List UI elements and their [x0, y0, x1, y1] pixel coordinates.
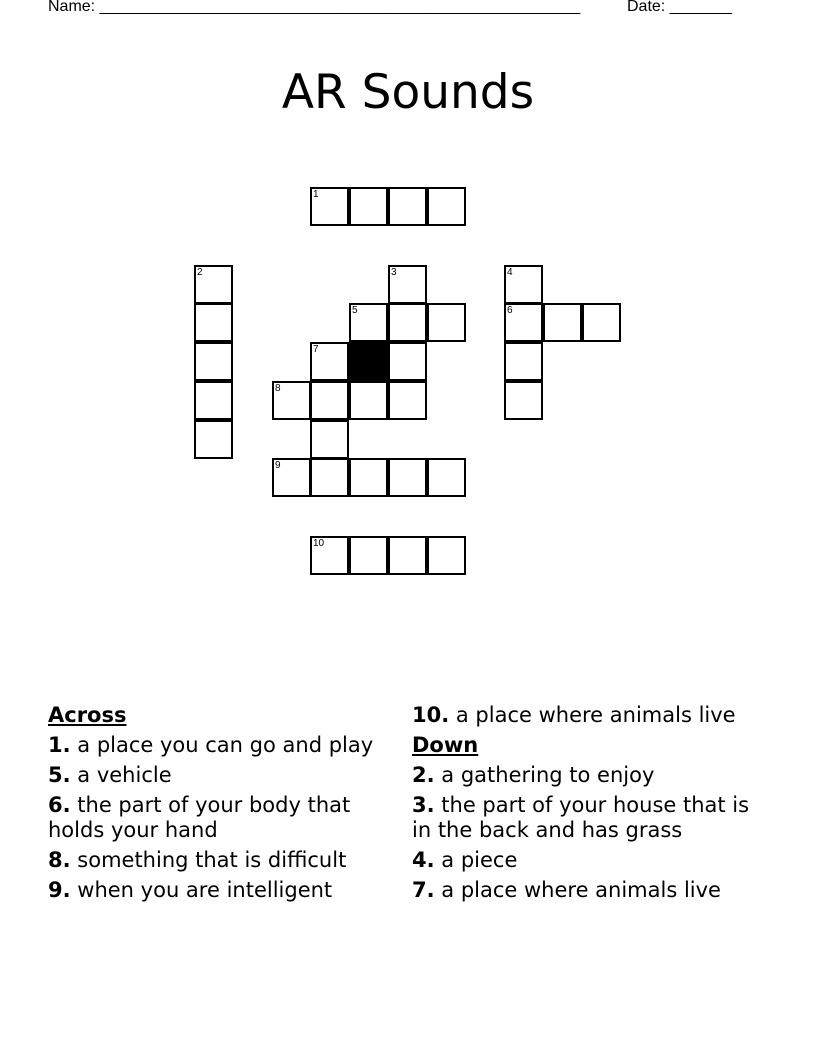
- crossword-cell[interactable]: [427, 303, 466, 342]
- crossword-cell[interactable]: [194, 303, 233, 342]
- clue-text: a place where animals live: [455, 703, 736, 727]
- clue-text: a gathering to enjoy: [441, 763, 655, 787]
- clue-number: 2.: [412, 763, 435, 787]
- clue-text: something that is difficult: [77, 847, 347, 872]
- date-field: Date: _______: [627, 0, 732, 15]
- crossword-cell[interactable]: [504, 342, 543, 381]
- across-heading: Across: [48, 703, 127, 727]
- crossword-cell[interactable]: [194, 265, 233, 304]
- crossword-cell[interactable]: [310, 187, 349, 226]
- clue-number: 1.: [48, 733, 71, 757]
- crossword-cell[interactable]: [194, 420, 233, 459]
- clue-number: 7.: [412, 877, 435, 902]
- clue-across-10: [412, 703, 767, 728]
- clue-down-7: [412, 878, 767, 903]
- cell-number: 2: [197, 267, 203, 278]
- crossword-cell[interactable]: [504, 265, 543, 304]
- crossword-cell[interactable]: [349, 303, 388, 342]
- crossword-cell[interactable]: [388, 265, 427, 304]
- clues-right-column: [412, 703, 767, 908]
- clue-text: the part of your house that is in the back and has grass: [412, 793, 750, 842]
- clue-down-2: [412, 763, 767, 788]
- crossword-cell[interactable]: [272, 381, 311, 420]
- crossword-cell[interactable]: [349, 458, 388, 497]
- crossword-cell[interactable]: [388, 187, 427, 226]
- cell-number: 6: [507, 305, 513, 316]
- cell-number: 4: [507, 267, 513, 278]
- crossword-cell[interactable]: [504, 303, 543, 342]
- crossword-cell[interactable]: [310, 381, 349, 420]
- clue-text: a piece: [441, 847, 518, 872]
- page-title: AR Sounds: [281, 65, 535, 121]
- crossword-cell[interactable]: [504, 381, 543, 420]
- clue-number: 4.: [412, 847, 435, 872]
- crossword-cell[interactable]: [388, 381, 427, 420]
- clue-across-1: [48, 733, 393, 758]
- crossword-cell[interactable]: [427, 187, 466, 226]
- clue-number: 5.: [48, 763, 71, 787]
- crossword-cell[interactable]: [310, 536, 349, 575]
- crossword-cell[interactable]: [310, 458, 349, 497]
- clues-left-column: [48, 703, 393, 908]
- cell-number: 5: [352, 305, 358, 316]
- crossword-cell[interactable]: [427, 458, 466, 497]
- crossword-cell[interactable]: [272, 458, 311, 497]
- cell-number: 1: [313, 189, 319, 200]
- clue-number: 9.: [48, 877, 71, 902]
- crossword-cell[interactable]: [310, 342, 349, 381]
- clue-across-6: [48, 793, 393, 842]
- crossword-cell[interactable]: [388, 536, 427, 575]
- crossword-cell[interactable]: [349, 381, 388, 420]
- name-field: Name: ______________________________________________________: [48, 0, 581, 15]
- crossword-cell[interactable]: [349, 536, 388, 575]
- clue-across-9: [48, 878, 393, 903]
- clue-number: 8.: [48, 847, 71, 872]
- clue-down-4: [412, 848, 767, 873]
- clue-text: a place you can go and play: [77, 733, 374, 757]
- cell-number: 9: [275, 460, 281, 471]
- clue-text: a place where animals live: [441, 877, 721, 902]
- crossword-cell[interactable]: [427, 536, 466, 575]
- cell-number: 8: [275, 383, 281, 394]
- crossword-cell[interactable]: [388, 303, 427, 342]
- clue-down-3: [412, 793, 767, 842]
- clue-number: 10.: [412, 703, 450, 727]
- clue-number: 3.: [412, 793, 435, 817]
- blocked-cell: [349, 342, 388, 381]
- crossword-cell[interactable]: [388, 458, 427, 497]
- crossword-cell[interactable]: [582, 303, 621, 342]
- clue-across-5: [48, 763, 393, 788]
- crossword-cell[interactable]: [349, 187, 388, 226]
- crossword-cell[interactable]: [194, 381, 233, 420]
- cell-number: 10: [313, 538, 325, 549]
- down-heading: Down: [412, 733, 479, 757]
- clue-text: when you are intelligent: [77, 877, 333, 902]
- clue-number: 6.: [48, 793, 71, 817]
- cell-number: 7: [313, 344, 319, 355]
- cell-number: 3: [391, 267, 397, 278]
- clue-text: the part of your body that holds your hand: [48, 793, 351, 842]
- crossword-cell[interactable]: [310, 420, 349, 459]
- clue-across-8: [48, 848, 393, 873]
- crossword-cell[interactable]: [194, 342, 233, 381]
- clue-text: a vehicle: [77, 763, 172, 787]
- crossword-cell[interactable]: [543, 303, 582, 342]
- crossword-cell[interactable]: [388, 342, 427, 381]
